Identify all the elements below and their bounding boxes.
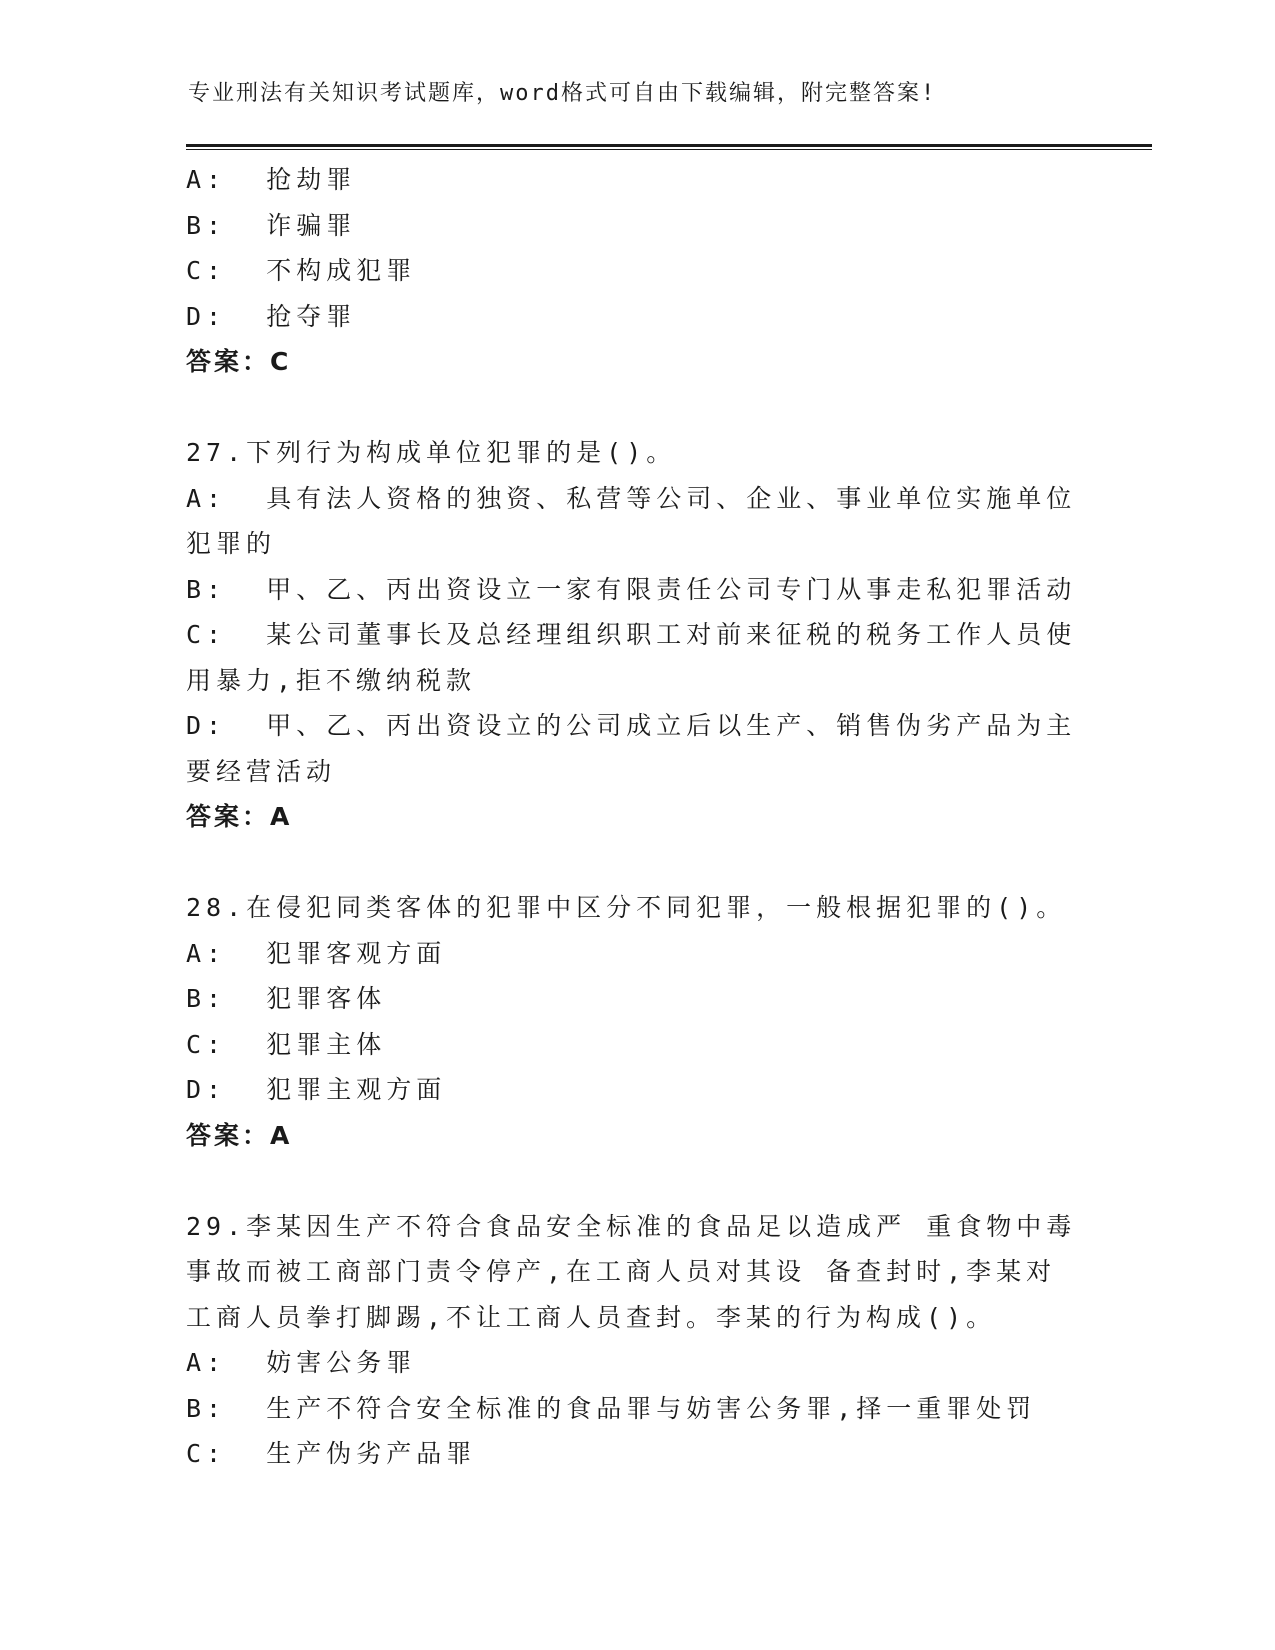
document-body <box>186 157 1086 1477</box>
option-a: A: 妨害公务罪 <box>186 1348 417 1377</box>
option-d: D: 犯罪主观方面 <box>186 1075 447 1104</box>
spacer <box>186 1158 1086 1204</box>
option-c: C: 不构成犯罪 <box>186 256 417 285</box>
option-c: C: 生产伪劣产品罪 <box>186 1439 477 1468</box>
option-b: B: 甲、乙、丙出资设立一家有限责任公司专门从事走私犯罪活动 <box>186 574 1077 604</box>
option-d: D: 甲、乙、丙出资设立的公司成立后以生产、销售伪劣产品为主要经营活动 <box>186 711 1077 786</box>
answer: 答案：A <box>186 1120 293 1150</box>
question-text: 29.李某因生产不符合食品安全标准的食品足以造成严 重食物中毒事故而被工商部门责令停产,在工商人员对其设 备查封时,李某对工商人员拳打脚踢,不让工商人员查封。李某的行为构成()。 <box>186 1211 1077 1332</box>
option-a: A: 抢劫罪 <box>186 165 357 194</box>
question-block-26 <box>186 157 1086 385</box>
question-block-27 <box>186 430 1086 840</box>
option-b: B: 诈骗罪 <box>186 210 357 240</box>
question-text: 27.下列行为构成单位犯罪的是()。 <box>186 438 677 467</box>
spacer <box>186 840 1086 886</box>
option-b: B: 生产不符合安全标准的食品罪与妨害公务罪,择一重罪处罚 <box>186 1393 1037 1423</box>
option-b: B: 犯罪客体 <box>186 984 387 1013</box>
answer: 答案：C <box>186 347 292 376</box>
option-a: A: 具有法人资格的独资、私营等公司、企业、事业单位实施单位犯罪的 <box>186 483 1077 558</box>
header-divider <box>186 144 1152 150</box>
option-c: C: 犯罪主体 <box>186 1029 387 1059</box>
option-a: A: 犯罪客观方面 <box>186 938 447 968</box>
option-c: C: 某公司董事长及总经理组织职工对前来征税的税务工作人员使用暴力,拒不缴纳税款 <box>186 620 1077 695</box>
answer: 答案：A <box>186 802 293 831</box>
question-block-28 <box>186 885 1086 1158</box>
question-block-29 <box>186 1204 1086 1477</box>
spacer <box>186 385 1086 431</box>
option-d: D: 抢夺罪 <box>186 301 357 331</box>
page-header: 专业刑法有关知识考试题库，word格式可自由下载编辑，附完整答案! <box>188 81 937 106</box>
question-text: 28.在侵犯同类客体的犯罪中区分不同犯罪，一般根据犯罪的()。 <box>186 893 1067 922</box>
